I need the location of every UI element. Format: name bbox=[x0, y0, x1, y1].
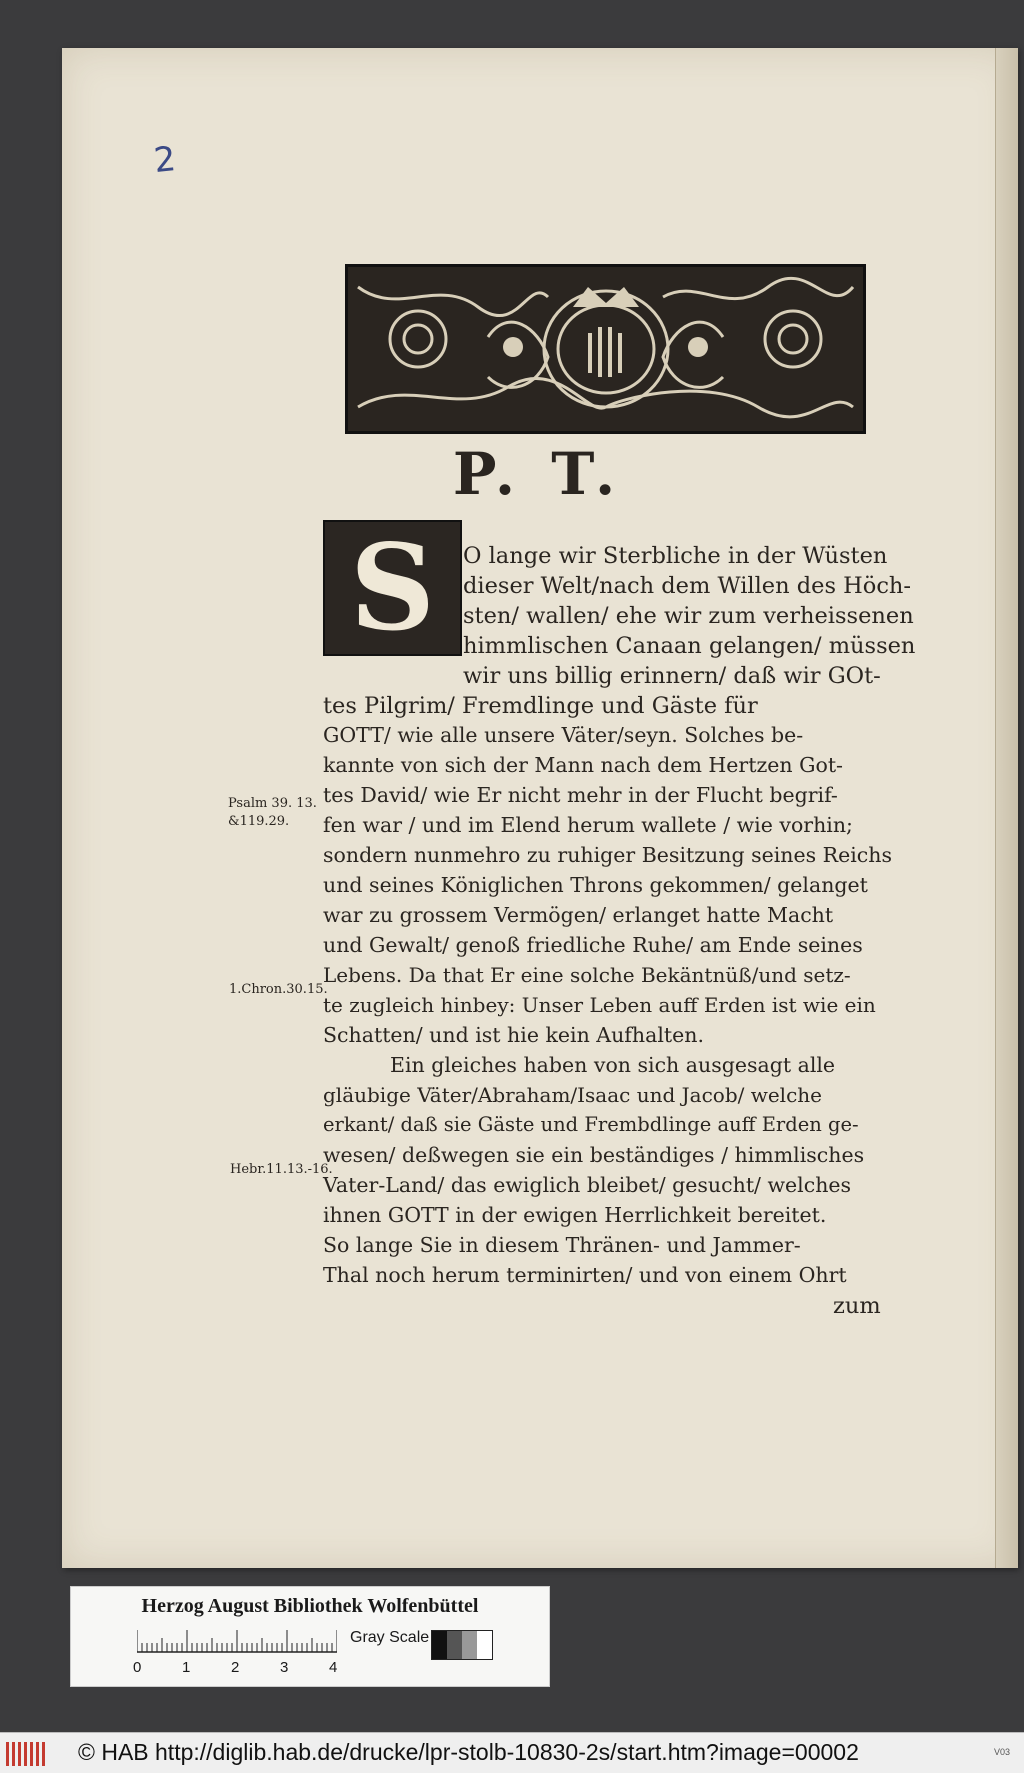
text-line: O lange wir Sterbliche in der Wüsten bbox=[463, 543, 888, 569]
library-name: Herzog August Bibliothek Wolfenbüttel bbox=[141, 1595, 479, 1617]
text-line: sondern nunmehro zu ruhiger Besitzung seines Reichs bbox=[323, 843, 892, 867]
text-line: fen war / und im Elend herum wallete / wie vorhin; bbox=[323, 813, 853, 837]
text-line: tes Pilgrim/ Fremdlinge und Gäste für bbox=[323, 693, 758, 719]
text-line: Vater-Land/ das ewiglich bleibet/ gesucht/ welches bbox=[323, 1173, 852, 1197]
page-heading: P. T. bbox=[452, 440, 624, 508]
ruler-number: 4 bbox=[329, 1659, 338, 1676]
pencil-page-number: 2 bbox=[151, 138, 178, 182]
text-line: GOTT/ wie alle unsere Väter/seyn. Solches be- bbox=[323, 723, 804, 747]
text-line: ihnen GOTT in der ewigen Herrlichkeit bereitet. bbox=[323, 1203, 827, 1227]
ruler-number: 1 bbox=[182, 1659, 191, 1676]
margin-note: &119.29. bbox=[228, 814, 290, 829]
margin-note: Hebr.11.13.-16. bbox=[230, 1162, 333, 1177]
text-line: und Gewalt/ genoß friedliche Ruhe/ am Ende seines bbox=[323, 933, 863, 957]
text-line: himmlischen Canaan gelangen/ müssen bbox=[463, 633, 916, 659]
text-line: gläubige Väter/Abraham/Isaac und Jacob/ welche bbox=[323, 1083, 822, 1107]
text-line: dieser Welt/nach dem Willen des Höch- bbox=[463, 573, 912, 599]
drop-cap-letter: S bbox=[349, 518, 436, 657]
woodcut-ornament bbox=[345, 264, 866, 434]
gray-scale-swatch bbox=[431, 1630, 493, 1660]
text-line: tes David/ wie Er nicht mehr in der Flucht begrif- bbox=[323, 783, 838, 807]
text-line: te zugleich hinbey: Unser Leben auff Erden ist wie ein bbox=[323, 993, 876, 1017]
decorated-initial bbox=[323, 520, 462, 656]
text-line: Thal noch herum terminirten/ und von einem Ohrt bbox=[323, 1263, 847, 1287]
ruler-number: 0 bbox=[133, 1659, 142, 1676]
ruler-number: 2 bbox=[231, 1659, 240, 1676]
text-line: Schatten/ und ist hie kein Aufhalten. bbox=[323, 1023, 704, 1047]
text-line: und seines Königlichen Throns gekommen/ gelanget bbox=[323, 873, 868, 897]
library-label-card bbox=[70, 1586, 550, 1687]
footer-version: V03 bbox=[993, 1747, 1010, 1757]
text-line: sten/ wallen/ ehe wir zum verheissenen bbox=[463, 603, 914, 629]
text-line: So lange Sie in diesem Thränen- und Jammer- bbox=[323, 1233, 801, 1257]
text-line: war zu grossem Vermögen/ erlanget hatte Macht bbox=[323, 903, 834, 927]
hab-logo-icon bbox=[6, 1742, 46, 1766]
ruler-icon bbox=[137, 1629, 337, 1653]
text-line: wesen/ deßwegen sie ein beständiges / himmlisches bbox=[323, 1143, 865, 1167]
catchword: zum bbox=[833, 1293, 881, 1319]
footer-url[interactable]: © HAB http://diglib.hab.de/drucke/lpr-stolb-10830-2s/start.htm?image=00002 bbox=[78, 1739, 859, 1765]
gray-scale-label: Gray Scale bbox=[350, 1629, 430, 1646]
margin-note: Psalm 39. 13. bbox=[228, 796, 317, 811]
text-line: Ein gleiches haben von sich ausgesagt alle bbox=[390, 1053, 836, 1077]
text-line: erkant/ daß sie Gäste und Frembdlinge auff Erden ge- bbox=[323, 1113, 859, 1136]
page-edge bbox=[995, 48, 1018, 1568]
text-line: kannte von sich der Mann nach dem Hertzen Got- bbox=[323, 753, 843, 777]
ruler-number: 3 bbox=[280, 1659, 289, 1676]
footer-bar bbox=[0, 1732, 1024, 1773]
margin-note: 1.Chron.30.15. bbox=[229, 982, 328, 997]
text-line: wir uns billig erinnern/ daß wir GOt- bbox=[463, 663, 881, 689]
text-line: Lebens. Da that Er eine solche Bekäntnüß/und setz- bbox=[323, 963, 851, 987]
